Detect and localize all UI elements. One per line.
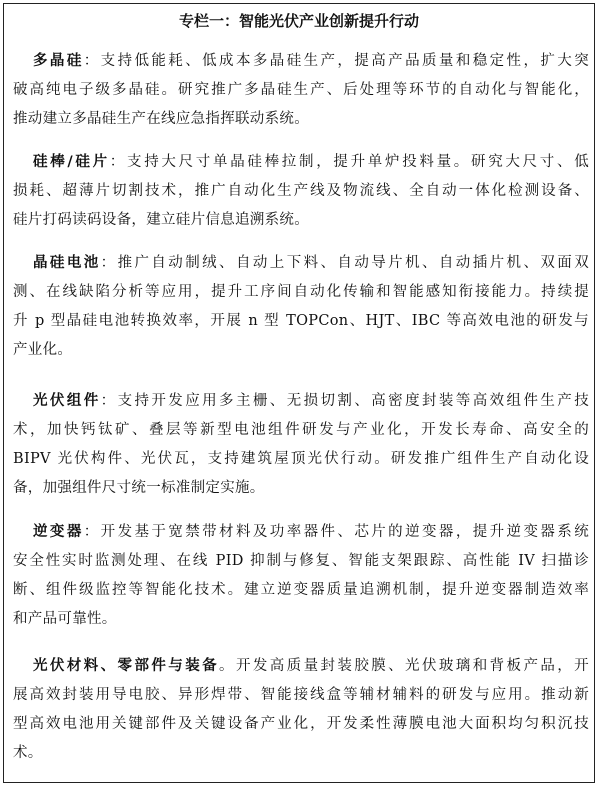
text-line: 产业化。 (13, 342, 73, 358)
text-line: 备，加强组件尺寸统一标准制定实施。 (13, 480, 265, 496)
text-line: 术。 (13, 745, 43, 761)
text-line: 升 p 型晶硅电池转换效率，开展 n 型 TOPCon、HJT、IBC 等高效电池的研发与 (13, 313, 589, 329)
section-heading: 硅棒/硅片 (33, 154, 110, 170)
section-silicon-wafer (13, 148, 589, 235)
text-line: 损耗、超薄片切割技术，推广自动化生产线及物流线、全自动一体化检测设备、 (13, 183, 589, 199)
section-heading: 光伏材料、零部件与装备 (33, 658, 220, 674)
feature-box (3, 3, 595, 783)
text-line: 推动建立多晶硅生产在线应急指挥联动系统。 (13, 111, 309, 127)
text-line: 逆变器：开发基于宽禁带材料及功率器件、芯片的逆变器，提升逆变器系统 (33, 524, 590, 540)
text-line: 术，加快钙钛矿、叠层等新型电池组件研发与产业化，开发长寿命、高安全的 (13, 422, 589, 438)
section-crystalline-cell (13, 249, 589, 365)
text-line: 硅片打码读码设备，建立硅片信息追溯系统。 (13, 212, 309, 228)
text-line: 硅棒/硅片：支持大尺寸单晶硅棒拉制，提升单炉投料量。研究大尺寸、低 (33, 154, 589, 170)
text-line: 光伏材料、零部件与装备。开发高质量封装胶膜、光伏玻璃和背板产品，开 (33, 658, 589, 674)
section-inverter (13, 518, 589, 634)
section-materials-equipment (13, 652, 589, 768)
section-polysilicon (13, 47, 589, 134)
section-heading: 晶硅电池 (33, 255, 101, 271)
box-title: 专栏一：智能光伏产业创新提升行动 (178, 12, 419, 30)
section-pv-module (13, 387, 589, 503)
text-line: 晶硅电池：推广自动制绒、自动上下料、自动导片机、自动插片机、双面双 (33, 255, 589, 271)
text-line: 光伏组件：支持开发应用多主栅、无损切割、高密度封装等高效组件生产技 (33, 393, 589, 409)
text-line: 型高效电池用关键部件及关键设备产业化，开发柔性薄膜电池大面积均匀积沉技 (13, 716, 589, 732)
text-line: BIPV 光伏构件、光伏瓦，支持建筑屋顶光伏行动。研发推广组件生产自动化设 (13, 451, 589, 467)
section-heading: 逆变器 (33, 524, 84, 540)
text-line: 断、组件级监控等智能化技术。建立逆变器质量追溯机制，提升逆变器制造效率 (13, 582, 589, 598)
text-line: 破高纯电子级多晶硅。研究推广多晶硅生产、后处理等环节的自动化与智能化， (13, 82, 589, 98)
section-heading: 多晶硅 (33, 53, 84, 69)
text-line: 测、在线缺陷分析等应用，提升工序间自动化传输和智能感知衔接能力。持续提 (13, 284, 589, 300)
text-line: 展高效封装用导电胶、异形焊带、智能接线盒等辅材辅料的研发与应用。推动新 (13, 687, 589, 703)
text-line: 和产品可靠性。 (13, 611, 117, 627)
text-line: 多晶硅：支持低能耗、低成本多晶硅生产，提高产品质量和稳定性，扩大突 (33, 53, 590, 69)
text-line: 安全性实时监测处理、在线 PID 抑制与修复、智能支架跟踪、高性能 IV 扫描诊 (13, 553, 589, 569)
section-heading: 光伏组件 (33, 393, 101, 409)
